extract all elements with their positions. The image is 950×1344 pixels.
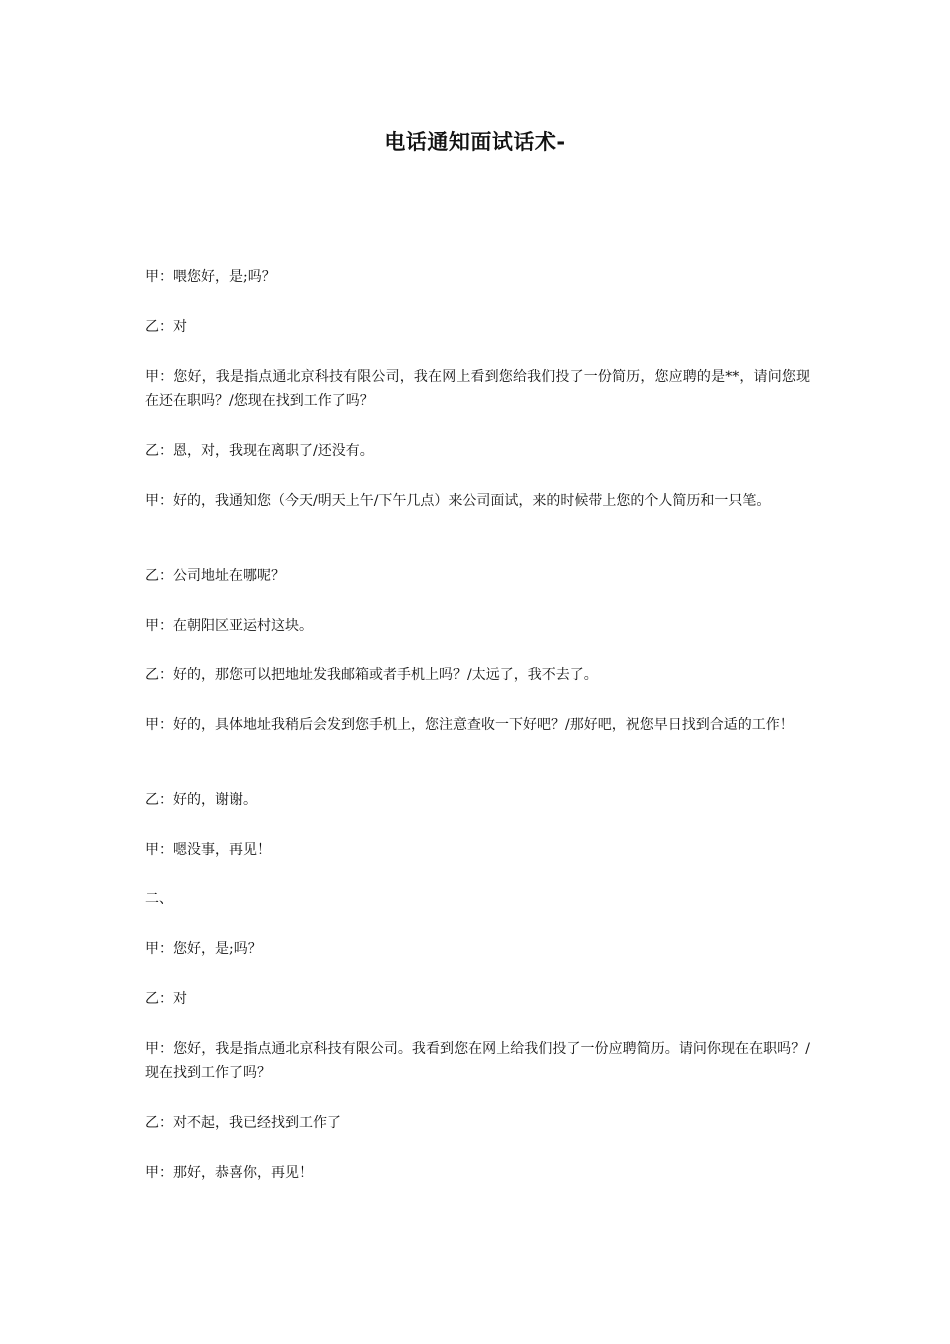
dialogue-line: 乙：好的，那您可以把地址发我邮箱或者手机上吗？/太远了，我不去了。 (145, 667, 598, 683)
dialogue-line: 乙：好的，谢谢。 (145, 792, 257, 808)
dialogue-line: 甲：好的，具体地址我稍后会发到您手机上，您注意查收一下好吧？/那好吧，祝您早日找到合适的工作！ (145, 717, 794, 733)
dialogue-line: 乙：对不起，我已经找到工作了 (145, 1115, 341, 1131)
dialogue-line: 甲：您好，我是指点通北京科技有限公司，我在网上看到您给我们投了一份简历，您应聘的是**，请问您现在还在职吗？/您现在找到工作了吗？ (145, 369, 810, 409)
dialogue-line: 乙：对 (145, 319, 187, 335)
dialogue-line: 乙：恩，对，我现在离职了/还没有。 (145, 443, 374, 459)
dialogue-line: 甲：嗯没事，再见！ (145, 842, 271, 858)
dialogue-line: 甲：那好，恭喜你，再见！ (145, 1165, 313, 1181)
dialogue-line: 甲：您好，是;吗？ (145, 941, 262, 957)
dialogue-line: 乙：公司地址在哪呢？ (145, 568, 285, 584)
dialogue-line: 乙：对 (145, 991, 187, 1007)
dialogue-line: 甲：您好，我是指点通北京科技有限公司。我看到您在网上给我们投了一份应聘简历。请问你现在在职吗？/现在找到工作了吗？ (145, 1041, 810, 1081)
dialogue-line: 甲：好的，我通知您（今天/明天上午/下午几点）来公司面试，来的时候带上您的个人简历和一只笔。 (145, 493, 771, 509)
section-heading: 二、 (145, 891, 173, 907)
dialogue-line: 甲：在朝阳区亚运村这块。 (145, 618, 313, 634)
dialogue-line: 甲：喂您好，是;吗？ (145, 269, 276, 285)
document-title: 电话通知面试话术- (384, 130, 566, 154)
